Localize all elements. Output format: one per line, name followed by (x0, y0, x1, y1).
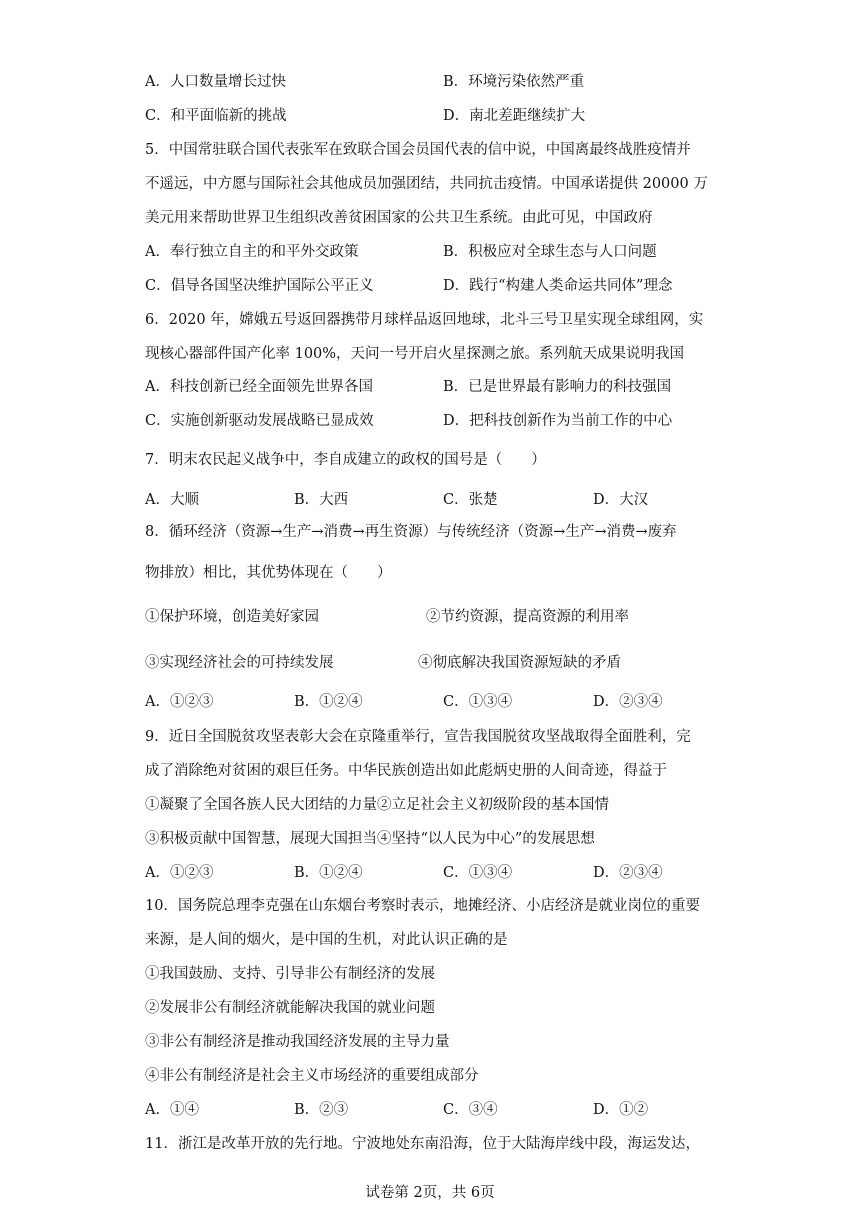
q4-option-d: D．南北差距继续扩大 (443, 108, 586, 124)
q11-stem-line-1: 11．浙江是改革开放的先行地。宁波地处东南沿海，位于大陆海岸线中段，海运发达， (145, 1136, 700, 1152)
q9-option-a: A．①②③ (145, 865, 214, 881)
q9-option-d: D．②③④ (593, 865, 663, 881)
q10-statement-2: ②发展非公有制经济就能解决我国的就业问题 (145, 1000, 435, 1016)
q4-option-c: C．和平面临新的挑战 (145, 108, 287, 124)
q9-stem-line-2: 成了消除绝对贫困的艰巨任务。中华民族创造出如此彪炳史册的人间奇迹，得益于 (145, 763, 667, 779)
q9-stem-line-1: 9．近日全国脱贫攻坚表彰大会在京隆重举行，宣告我国脱贫攻坚战取得全面胜利，完 (145, 729, 691, 745)
q8-option-c: C．①③④ (443, 694, 513, 710)
q4-option-a: A．人口数量增长过快 (145, 74, 286, 90)
q5-stem-line-3: 美元用来帮助世界卫生组织改善贫困国家的公共卫生系统。由此可见，中国政府 (145, 210, 653, 226)
q6-option-b: B．已是世界最有影响力的科技强国 (443, 379, 672, 395)
q6-option-a: A．科技创新已经全面领先世界各国 (145, 379, 373, 395)
q5-stem-line-2: 不遥远，中方愿与国际社会其他成员加强团结，共同抗击疫情。中国承诺提供 20000 万 (145, 176, 708, 192)
q10-option-a: A．①④ (145, 1102, 199, 1118)
q9-statement-line-2: ③积极贡献中国智慧，展现大国担当④坚持“以人民为中心”的发展思想 (145, 831, 595, 847)
q8-option-b: B．①②④ (294, 694, 363, 710)
q7-stem: 7．明末农民起义战争中，李自成建立的政权的国号是（ ） (145, 452, 546, 468)
q10-stem-line-2: 来源，是人间的烟火，是中国的生机，对此认识正确的是 (145, 932, 508, 948)
q10-option-c: C．③④ (443, 1102, 498, 1118)
q5-option-d: D．践行“构建人类命运共同体”理念 (443, 278, 673, 294)
q7-option-b: B．大西 (294, 492, 349, 508)
q7-option-c: C．张楚 (443, 492, 498, 508)
q10-statement-4: ④非公有制经济是社会主义市场经济的重要组成部分 (145, 1068, 479, 1084)
q7-option-a: A．大顺 (145, 492, 199, 508)
q8-option-a: A．①②③ (145, 694, 214, 710)
q8-statement-3: ③实现经济社会的可持续发展 (145, 655, 334, 671)
q10-statement-1: ①我国鼓励、支持、引导非公有制经济的发展 (145, 966, 435, 982)
q6-stem-line-1: 6．2020 年，嫦娥五号返回器携带月球样品返回地球，北斗三号卫星实现全球组网，实 (145, 312, 704, 328)
q8-statement-4: ④彻底解决我国资源短缺的矛盾 (418, 655, 621, 671)
q9-option-b: B．①②④ (294, 865, 363, 881)
q10-option-d: D．①② (593, 1102, 649, 1118)
q6-stem-line-2: 现核心器部件国产化率 100%，天问一号开启火星探测之旅。系列航天成果说明我国 (145, 346, 685, 362)
q9-statement-line-1: ①凝聚了全国各族人民大团结的力量②立足社会主义初级阶段的基本国情 (145, 797, 609, 813)
q5-option-a: A．奉行独立自主的和平外交政策 (145, 244, 359, 260)
q6-option-d: D．把科技创新作为当前工作的中心 (443, 413, 673, 429)
q8-statement-1: ①保护环境，创造美好家园 (145, 609, 319, 625)
q8-stem-line-2: 物排放）相比，其优势体现在（ ） (145, 565, 392, 581)
q8-option-d: D．②③④ (593, 694, 663, 710)
q10-stem-line-1: 10．国务院总理李克强在山东烟台考察时表示，地摊经济、小店经济是就业岗位的重要 (145, 898, 700, 914)
q8-statement-2: ②节约资源，提高资源的利用率 (426, 609, 629, 625)
q4-option-b: B．环境污染依然严重 (443, 74, 585, 90)
q7-option-d: D．大汉 (593, 492, 649, 508)
page-footer: 试卷第 2页，共 6页 (365, 1185, 495, 1201)
q5-option-b: B．积极应对全球生态与人口问题 (443, 244, 657, 260)
q10-option-b: B．②③ (294, 1102, 349, 1118)
q10-statement-3: ③非公有制经济是推动我国经济发展的主导力量 (145, 1034, 450, 1050)
q5-stem-line-1: 5．中国常驻联合国代表张军在致联合国会员国代表的信中说，中国离最终战胜疫情并 (145, 142, 691, 158)
q8-stem-line-1: 8．循环经济（资源→生产→消费→再生资源）与传统经济（资源→生产→消费→废弃 (145, 524, 677, 540)
q6-option-c: C．实施创新驱动发展战略已显成效 (145, 413, 374, 429)
q5-option-c: C．倡导各国坚决维护国际公平正义 (145, 278, 374, 294)
q9-option-c: C．①③④ (443, 865, 513, 881)
